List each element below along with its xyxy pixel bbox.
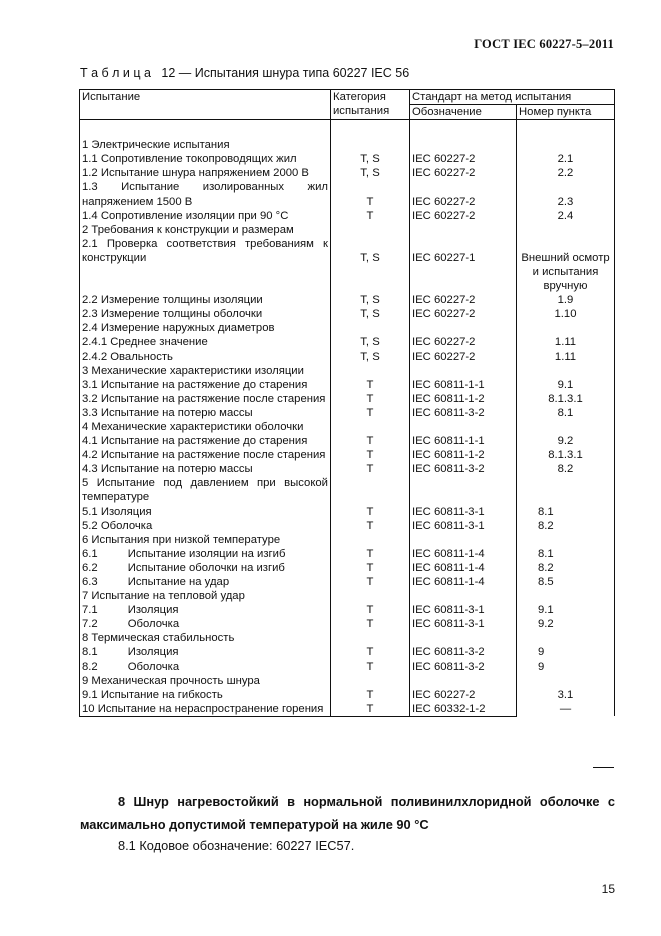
clause-cell: 3.1: [517, 688, 615, 702]
designation-cell: IEC 60811-3-1: [410, 505, 517, 519]
table-row: [80, 448, 615, 462]
test-name-cell: 3.1 Испытание на растяжение до старения: [80, 378, 331, 392]
col-header-standard-group: Стандарт на метод испытания: [410, 90, 615, 105]
test-text: Испытание изоляции на изгиб: [127, 547, 286, 560]
clause-cell: 2.2: [517, 166, 615, 180]
category-cell: T: [331, 519, 410, 533]
clause-cell: 8.1: [517, 547, 615, 561]
table-row: [80, 152, 615, 166]
table-row: [80, 674, 615, 688]
test-name-cell: 8 Термическая стабильность: [80, 631, 331, 645]
clause-8-1: 8.1 Кодовое обозначение: 60227 IEC57.: [118, 838, 355, 853]
table-row: [80, 603, 615, 617]
designation-cell: [410, 533, 517, 547]
clause-cell: 8.1.3.1: [517, 392, 615, 406]
designation-cell: IEC 60811-3-2: [410, 645, 517, 659]
test-name-cell: 6 Испытания при низкой температуре: [80, 533, 331, 547]
table-row: [80, 364, 615, 378]
designation-cell: IEC 60227-2: [410, 688, 517, 702]
test-name-cell: 3.2 Испытание на растяжение после старения: [80, 392, 331, 406]
table-row: [80, 420, 615, 434]
designation-cell: [410, 674, 517, 688]
test-text: Изоляция: [127, 646, 179, 659]
test-name-cell: [80, 561, 331, 575]
category-cell: T: [331, 603, 410, 617]
category-cell: [331, 589, 410, 603]
clause-cell: 8.5: [517, 575, 615, 589]
table-row: [80, 209, 615, 223]
table-row: [80, 631, 615, 645]
designation-cell: IEC 60811-1-1: [410, 434, 517, 448]
clause-cell: 2.3: [517, 180, 615, 208]
table-row: [80, 321, 615, 335]
designation-cell: IEC 60227-2: [410, 166, 517, 180]
table-row: [80, 434, 615, 448]
clause-cell: [517, 476, 615, 504]
test-name-cell: 1.2 Испытание шнура напряжением 2000 В: [80, 166, 331, 180]
table-row: [80, 378, 615, 392]
clause-cell: [517, 223, 615, 237]
designation-cell: IEC 60811-3-2: [410, 660, 517, 674]
clause-cell: [517, 420, 615, 434]
clause-cell: [517, 631, 615, 645]
category-cell: [331, 420, 410, 434]
designation-cell: IEC 60811-1-4: [410, 575, 517, 589]
category-cell: T, S: [331, 237, 410, 293]
clause-cell: 8.1: [517, 406, 615, 420]
clause-cell: 1.11: [517, 335, 615, 349]
designation-cell: [410, 420, 517, 434]
table-tail-line: [593, 767, 614, 768]
clause-cell: 9: [517, 660, 615, 674]
designation-cell: IEC 60811-1-4: [410, 561, 517, 575]
test-name-cell: 3 Механические характеристики изоляции: [80, 364, 331, 378]
standard-header: ГОСТ IEC 60227-5–2011: [474, 37, 614, 51]
category-cell: [331, 476, 410, 504]
clause-cell: 2.4: [517, 209, 615, 223]
test-name-cell: 5.2 Оболочка: [80, 519, 331, 533]
table-row: [80, 519, 615, 533]
table-row: [80, 462, 615, 476]
table-row: [80, 335, 615, 349]
category-cell: T: [331, 702, 410, 717]
category-cell: T: [331, 688, 410, 702]
test-name-cell: 4 Механические характеристики оболочки: [80, 420, 331, 434]
col-header-clause: Номер пункта: [517, 105, 615, 120]
test-name-cell: 2.4.1 Среднее значение: [80, 335, 331, 349]
table-row: [80, 561, 615, 575]
col-header-designation: Обозначение: [410, 105, 517, 120]
test-name-cell: 9.1 Испытание на гибкость: [80, 688, 331, 702]
designation-cell: IEC 60227-2: [410, 350, 517, 364]
category-cell: T: [331, 660, 410, 674]
clause-cell: 8.2: [517, 519, 615, 533]
category-cell: [331, 223, 410, 237]
category-cell: T: [331, 561, 410, 575]
test-name-cell: 2.1 Проверка соответствия требованиям к конструкции: [80, 237, 331, 293]
table-row: [80, 702, 615, 717]
test-text: Испытание оболочки на изгиб: [127, 561, 285, 574]
test-number: 6.2: [82, 561, 98, 574]
table-row: [80, 166, 615, 180]
table-row: [80, 547, 615, 561]
test-name-cell: 4.2 Испытание на растяжение после старения: [80, 448, 331, 462]
designation-cell: IEC 60811-1-1: [410, 378, 517, 392]
designation-cell: IEC 60811-1-2: [410, 448, 517, 462]
test-name-cell: [80, 660, 331, 674]
test-name-cell: 2 Требования к конструкции и размерам: [80, 223, 331, 237]
test-name-cell: 4.3 Испытание на потерю массы: [80, 462, 331, 476]
designation-cell: IEC 60811-3-1: [410, 603, 517, 617]
table-row: [80, 307, 615, 321]
test-name-cell: 9 Механическая прочность шнура: [80, 674, 331, 688]
col-header-test: Испытание: [80, 90, 331, 120]
designation-cell: [410, 223, 517, 237]
category-cell: T, S: [331, 335, 410, 349]
test-name-cell: 1 Электрические испытания: [80, 120, 331, 153]
test-name-cell: 1.3 Испытание изолированных жил напряжением 1500 В: [80, 180, 331, 208]
clause-cell: 8.2: [517, 561, 615, 575]
designation-cell: IEC 60811-3-1: [410, 617, 517, 631]
category-cell: [331, 364, 410, 378]
designation-cell: IEC 60227-2: [410, 209, 517, 223]
clause-cell: 8.2: [517, 462, 615, 476]
designation-cell: IEC 60227-2: [410, 335, 517, 349]
test-name-cell: 10 Испытание на нераспространение горения: [80, 702, 331, 717]
table-row: [80, 120, 615, 153]
clause-cell: 1.11: [517, 350, 615, 364]
test-text: Оболочка: [127, 618, 180, 631]
table-row: [80, 293, 615, 307]
test-number: 6.1: [82, 547, 98, 560]
category-cell: T: [331, 209, 410, 223]
table-row: [80, 392, 615, 406]
test-number: 8.1: [82, 646, 98, 659]
section-8-heading: 8 Шнур нагревостойкий в нормальной поливинилхлоридной оболочке с максимально допустимой температурой на жиле 90 °С: [80, 794, 615, 832]
category-cell: T: [331, 617, 410, 631]
designation-cell: IEC 60811-3-1: [410, 519, 517, 533]
clause-cell: [517, 533, 615, 547]
test-text: Испытание на удар: [127, 576, 230, 588]
category-cell: [331, 674, 410, 688]
clause-cell: Внешний осмотр и испытания вручную: [517, 237, 615, 293]
clause-cell: 9.1: [517, 378, 615, 392]
test-name-cell: 4.1 Испытание на растяжение до старения: [80, 434, 331, 448]
test-name-cell: [80, 645, 331, 659]
category-cell: T: [331, 645, 410, 659]
category-cell: T, S: [331, 350, 410, 364]
test-name-cell: [80, 603, 331, 617]
test-number: 7.1: [82, 604, 98, 617]
clause-cell: [517, 674, 615, 688]
category-cell: T: [331, 462, 410, 476]
table-row: [80, 688, 615, 702]
designation-cell: [410, 476, 517, 504]
category-cell: T: [331, 448, 410, 462]
test-name-cell: 5.1 Изоляция: [80, 505, 331, 519]
category-cell: T: [331, 378, 410, 392]
test-name-cell: 3.3 Испытание на потерю массы: [80, 406, 331, 420]
designation-cell: IEC 60811-3-2: [410, 406, 517, 420]
category-cell: [331, 321, 410, 335]
category-cell: T: [331, 434, 410, 448]
test-number: 8.2: [82, 660, 98, 673]
test-name-cell: 2.4.2 Овальность: [80, 350, 331, 364]
designation-cell: IEC 60811-3-2: [410, 462, 517, 476]
test-name-cell: 2.2 Измерение толщины изоляции: [80, 293, 331, 307]
table-row: [80, 180, 615, 208]
table-row: [80, 645, 615, 659]
test-name-cell: 2.4 Измерение наружных диаметров: [80, 321, 331, 335]
clause-cell: —: [517, 702, 615, 717]
designation-cell: IEC 60227-1: [410, 237, 517, 293]
designation-cell: IEC 60227-2: [410, 152, 517, 166]
designation-cell: IEC 60811-1-4: [410, 547, 517, 561]
category-cell: T: [331, 575, 410, 589]
table-row: [80, 533, 615, 547]
table-caption: Т а б л и ц а 12 — Испытания шнура типа 60227 IEC 56: [80, 66, 410, 80]
designation-cell: IEC 60332-1-2: [410, 702, 517, 717]
test-text: Оболочка: [127, 660, 180, 673]
designation-cell: IEC 60811-1-2: [410, 392, 517, 406]
test-name-cell: [80, 547, 331, 561]
designation-cell: [410, 321, 517, 335]
category-cell: T: [331, 392, 410, 406]
category-cell: [331, 120, 410, 153]
table-row: [80, 660, 615, 674]
test-number: 6.3: [82, 576, 98, 588]
clause-cell: 1.9: [517, 293, 615, 307]
category-cell: [331, 631, 410, 645]
table-row: [80, 237, 615, 293]
test-text: Изоляция: [127, 604, 179, 617]
designation-cell: [410, 364, 517, 378]
category-cell: T, S: [331, 293, 410, 307]
designation-cell: [410, 589, 517, 603]
page-number: 15: [601, 882, 615, 896]
designation-cell: IEC 60227-2: [410, 307, 517, 321]
category-cell: T, S: [331, 152, 410, 166]
table-row: [80, 617, 615, 631]
col-header-category: Категория испытания: [331, 90, 410, 120]
test-name-cell: 5 Испытание под давлением при высокой температуре: [80, 476, 331, 504]
tests-table: [79, 89, 615, 717]
category-cell: T: [331, 505, 410, 519]
table-row: [80, 505, 615, 519]
table-row: [80, 589, 615, 603]
table-row: [80, 350, 615, 364]
test-name-cell: 2.3 Измерение толщины оболочки: [80, 307, 331, 321]
clause-cell: 8.1.3.1: [517, 448, 615, 462]
clause-cell: [517, 589, 615, 603]
category-cell: T, S: [331, 307, 410, 321]
category-cell: T, S: [331, 166, 410, 180]
clause-cell: 9.1: [517, 603, 615, 617]
clause-cell: 1.10: [517, 307, 615, 321]
test-name-cell: 1.1 Сопротивление токопроводящих жил: [80, 152, 331, 166]
clause-cell: 9.2: [517, 434, 615, 448]
clause-cell: 8.1: [517, 505, 615, 519]
test-name-cell: [80, 617, 331, 631]
test-number: 7.2: [82, 618, 98, 631]
table-row: [80, 223, 615, 237]
clause-cell: [517, 321, 615, 335]
designation-cell: [410, 120, 517, 153]
clause-cell: [517, 120, 615, 153]
designation-cell: [410, 631, 517, 645]
test-name-cell: 7 Испытание на тепловой удар: [80, 589, 331, 603]
table-row: [80, 575, 615, 589]
test-name-cell: [80, 575, 331, 589]
table-row: [80, 476, 615, 504]
clause-cell: [517, 364, 615, 378]
clause-cell: 9: [517, 645, 615, 659]
table-row: [80, 406, 615, 420]
test-name-cell: 1.4 Сопротивление изоляции при 90 °С: [80, 209, 331, 223]
clause-cell: 9.2: [517, 617, 615, 631]
category-cell: T: [331, 547, 410, 561]
designation-cell: IEC 60227-2: [410, 180, 517, 208]
clause-cell: 2.1: [517, 152, 615, 166]
category-cell: T: [331, 180, 410, 208]
category-cell: [331, 533, 410, 547]
designation-cell: IEC 60227-2: [410, 293, 517, 307]
category-cell: T: [331, 406, 410, 420]
